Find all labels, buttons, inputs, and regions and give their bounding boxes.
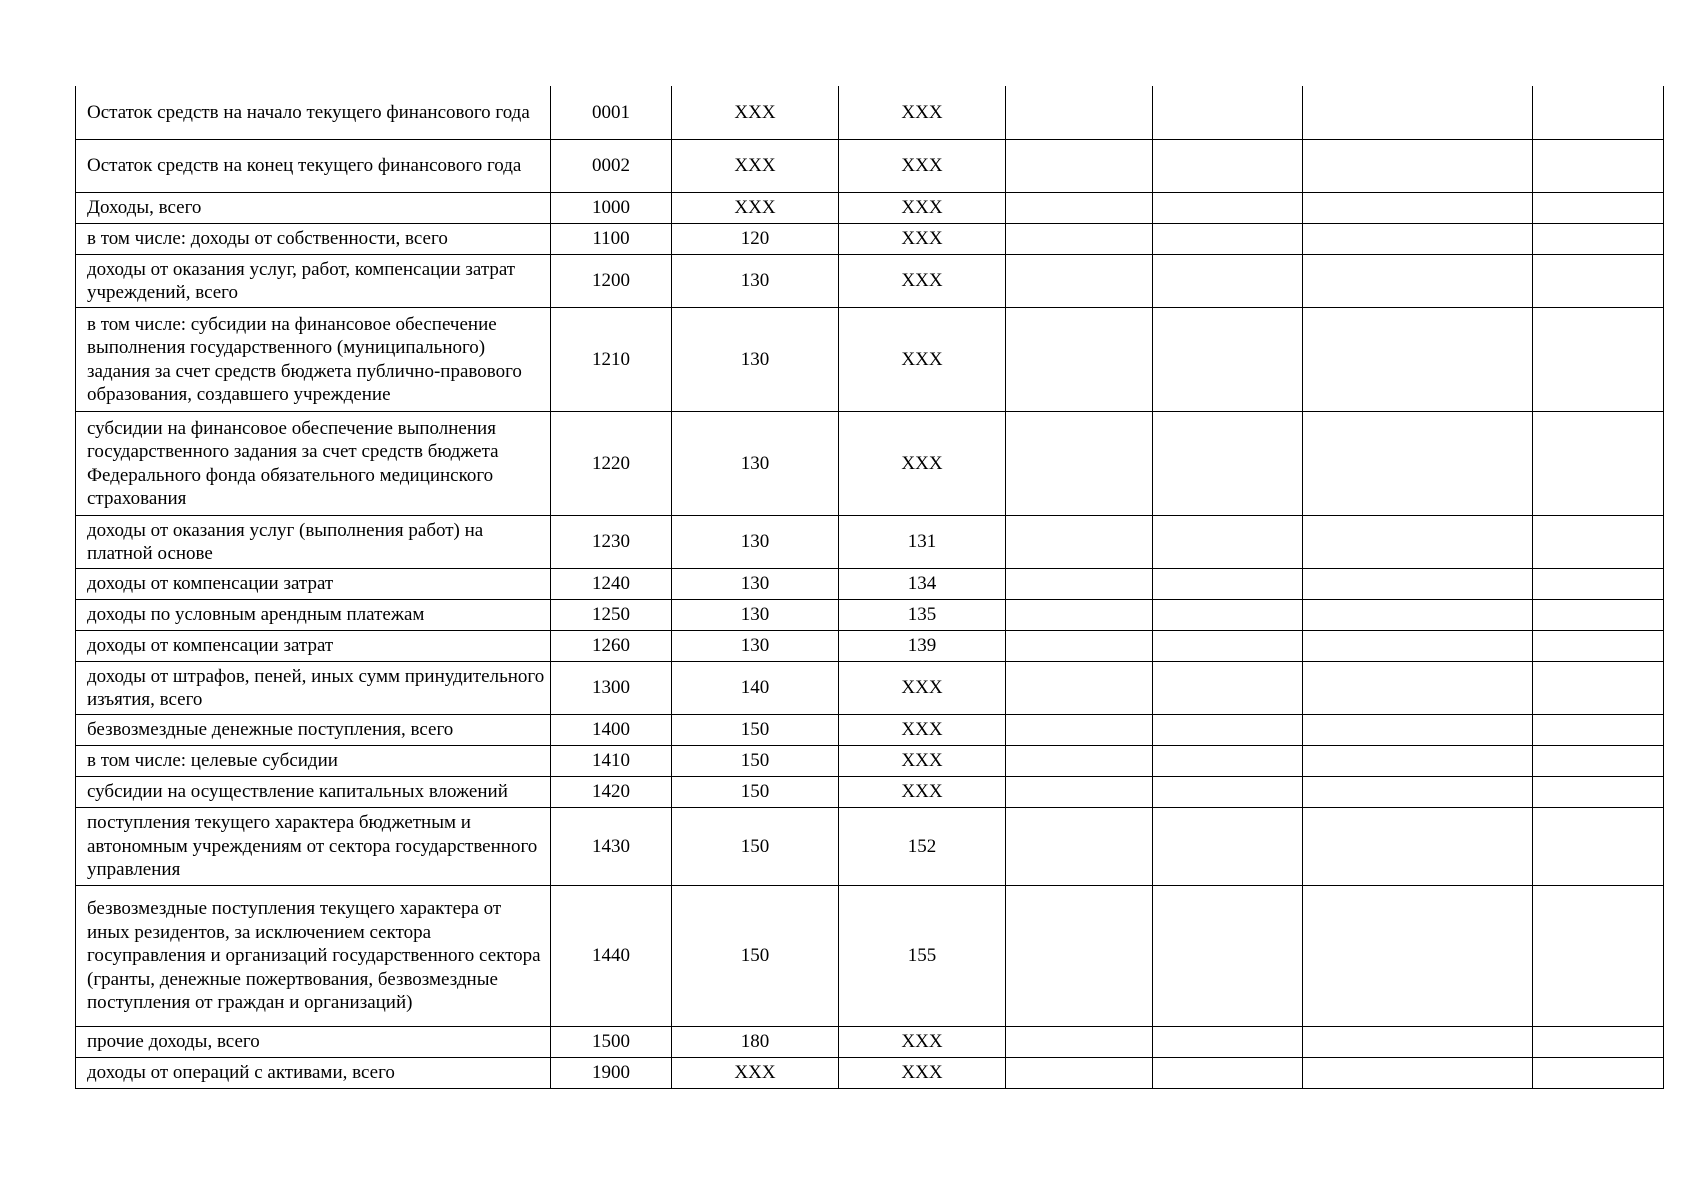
row-code-cell: 1240 [551,568,672,599]
value-cell [1153,568,1303,599]
row-code-cell: 1430 [551,807,672,885]
row-name-cell: в том числе: субсидии на финансовое обеспечение выполнения государственного (муниципального) задания за счет средств бюджета публично-правового образования, создавшего учреждение [76,307,551,411]
row-name-cell: доходы от компенсации затрат [76,630,551,661]
value-cell [1303,1057,1533,1088]
value-cell [1303,192,1533,223]
value-cell [1006,411,1153,515]
value-cell [1303,630,1533,661]
row-code-cell: 1900 [551,1057,672,1088]
value-cell [1533,192,1664,223]
value-cell [1533,139,1664,192]
table-row [76,776,1664,807]
value-cell [1303,885,1533,1026]
row-code-cell: 1260 [551,630,672,661]
value-cell [1303,1026,1533,1057]
row-name-cell: Доходы, всего [76,192,551,223]
value-cell [1533,254,1664,307]
value-cell [1006,807,1153,885]
row-code-cell: 1000 [551,192,672,223]
row-code-cell: 0001 [551,86,672,139]
value-cell [1533,86,1664,139]
row-name-cell: Остаток средств на конец текущего финансового года [76,139,551,192]
row-code-cell: 1420 [551,776,672,807]
value-cell [1006,515,1153,568]
row-name-cell: в том числе: целевые субсидии [76,745,551,776]
value-cell [1006,745,1153,776]
value-cell [1006,254,1153,307]
value-cell [1153,307,1303,411]
value-cell [1153,776,1303,807]
table-row [76,885,1664,1026]
value-cell [1533,1026,1664,1057]
value-cell [1533,568,1664,599]
table-row [76,807,1664,885]
row-kbk-cell: 150 [672,776,839,807]
row-code-cell: 0002 [551,139,672,192]
value-cell [1006,1057,1153,1088]
row-kbk-cell: 130 [672,568,839,599]
row-kosgu-cell: XXX [839,86,1006,139]
row-name-cell: доходы от штрафов, пеней, иных сумм принудительного изъятия, всего [76,661,551,714]
value-cell [1533,1057,1664,1088]
row-name-cell: доходы от операций с активами, всего [76,1057,551,1088]
value-cell [1533,515,1664,568]
value-cell [1153,807,1303,885]
row-name-cell: субсидии на осуществление капитальных вложений [76,776,551,807]
value-cell [1153,254,1303,307]
value-cell [1006,776,1153,807]
row-name-cell: доходы от оказания услуг, работ, компенсации затрат учреждений, всего [76,254,551,307]
value-cell [1533,885,1664,1026]
value-cell [1006,599,1153,630]
value-cell [1303,599,1533,630]
row-kosgu-cell: 131 [839,515,1006,568]
value-cell [1153,223,1303,254]
row-kosgu-cell: XXX [839,254,1006,307]
row-kbk-cell: 150 [672,745,839,776]
value-cell [1303,86,1533,139]
value-cell [1153,745,1303,776]
row-code-cell: 1500 [551,1026,672,1057]
table-row [76,192,1664,223]
row-name-cell: Остаток средств на начало текущего финансового года [76,86,551,139]
value-cell [1006,885,1153,1026]
table-body [76,86,1664,1088]
row-code-cell: 1440 [551,885,672,1026]
row-name-cell: безвозмездные денежные поступления, всего [76,714,551,745]
row-kosgu-cell: 139 [839,630,1006,661]
value-cell [1533,599,1664,630]
row-kosgu-cell: XXX [839,776,1006,807]
table-row [76,745,1664,776]
value-cell [1533,411,1664,515]
value-cell [1006,1026,1153,1057]
row-kbk-cell: XXX [672,139,839,192]
row-kosgu-cell: XXX [839,223,1006,254]
row-code-cell: 1200 [551,254,672,307]
value-cell [1533,661,1664,714]
row-kbk-cell: 130 [672,630,839,661]
row-kosgu-cell: XXX [839,1026,1006,1057]
value-cell [1533,714,1664,745]
value-cell [1006,86,1153,139]
row-name-cell: безвозмездные поступления текущего характера от иных резидентов, за исключением сектора госуправления и организаций государственного сектора (гранты, денежные пожертвования, безвозмездные поступления от граждан и организаций) [76,885,551,1026]
table-row [76,515,1664,568]
row-name-cell: в том числе: доходы от собственности, всего [76,223,551,254]
value-cell [1533,630,1664,661]
row-name-cell: доходы по условным арендным платежам [76,599,551,630]
value-cell [1006,661,1153,714]
value-cell [1006,192,1153,223]
row-kosgu-cell: 134 [839,568,1006,599]
row-name-cell: поступления текущего характера бюджетным и автономным учреждениям от сектора государственного управления [76,807,551,885]
table-row [76,139,1664,192]
row-code-cell: 1400 [551,714,672,745]
value-cell [1153,714,1303,745]
value-cell [1303,139,1533,192]
row-kbk-cell: 130 [672,307,839,411]
row-name-cell: доходы от оказания услуг (выполнения работ) на платной основе [76,515,551,568]
row-kbk-cell: XXX [672,1057,839,1088]
row-name-cell: доходы от компенсации затрат [76,568,551,599]
value-cell [1533,745,1664,776]
table-row [76,1026,1664,1057]
row-kbk-cell: 150 [672,714,839,745]
row-kosgu-cell: XXX [839,1057,1006,1088]
table-row [76,599,1664,630]
value-cell [1153,515,1303,568]
row-name-cell: субсидии на финансовое обеспечение выполнения государственного задания за счет средств бюджета Федерального фонда обязательного медицинского страхования [76,411,551,515]
value-cell [1153,1057,1303,1088]
table-row [76,568,1664,599]
row-kosgu-cell: XXX [839,714,1006,745]
row-code-cell: 1210 [551,307,672,411]
row-kbk-cell: 180 [672,1026,839,1057]
row-kosgu-cell: 152 [839,807,1006,885]
value-cell [1006,714,1153,745]
row-kosgu-cell: XXX [839,411,1006,515]
value-cell [1153,192,1303,223]
row-code-cell: 1250 [551,599,672,630]
value-cell [1006,223,1153,254]
row-kosgu-cell: XXX [839,307,1006,411]
table-row [76,714,1664,745]
row-kbk-cell: XXX [672,86,839,139]
budget-income-table [75,86,1664,1089]
value-cell [1303,807,1533,885]
value-cell [1006,307,1153,411]
row-code-cell: 1410 [551,745,672,776]
value-cell [1303,254,1533,307]
value-cell [1006,139,1153,192]
value-cell [1153,661,1303,714]
row-kosgu-cell: XXX [839,745,1006,776]
row-code-cell: 1100 [551,223,672,254]
value-cell [1303,776,1533,807]
value-cell [1303,568,1533,599]
value-cell [1303,714,1533,745]
value-cell [1153,86,1303,139]
value-cell [1303,307,1533,411]
row-name-cell: прочие доходы, всего [76,1026,551,1057]
row-kbk-cell: 130 [672,515,839,568]
row-kbk-cell: XXX [672,192,839,223]
value-cell [1303,223,1533,254]
value-cell [1153,599,1303,630]
value-cell [1533,307,1664,411]
row-kosgu-cell: XXX [839,139,1006,192]
value-cell [1006,568,1153,599]
table-row [76,223,1664,254]
row-kosgu-cell: 155 [839,885,1006,1026]
value-cell [1303,661,1533,714]
value-cell [1303,515,1533,568]
row-kosgu-cell: 135 [839,599,1006,630]
value-cell [1153,411,1303,515]
table-row [76,254,1664,307]
row-kbk-cell: 130 [672,254,839,307]
row-kosgu-cell: XXX [839,192,1006,223]
row-kosgu-cell: XXX [839,661,1006,714]
row-kbk-cell: 140 [672,661,839,714]
row-code-cell: 1230 [551,515,672,568]
table-row [76,630,1664,661]
row-kbk-cell: 150 [672,885,839,1026]
value-cell [1006,630,1153,661]
value-cell [1153,885,1303,1026]
table-row [76,307,1664,411]
row-kbk-cell: 150 [672,807,839,885]
value-cell [1533,223,1664,254]
value-cell [1153,1026,1303,1057]
table-row [76,1057,1664,1088]
value-cell [1533,776,1664,807]
value-cell [1303,411,1533,515]
row-kbk-cell: 120 [672,223,839,254]
row-kbk-cell: 130 [672,411,839,515]
row-code-cell: 1300 [551,661,672,714]
value-cell [1533,807,1664,885]
table-row [76,661,1664,714]
value-cell [1153,139,1303,192]
value-cell [1303,745,1533,776]
value-cell [1153,630,1303,661]
row-kbk-cell: 130 [672,599,839,630]
table-row [76,86,1664,139]
table-row [76,411,1664,515]
row-code-cell: 1220 [551,411,672,515]
